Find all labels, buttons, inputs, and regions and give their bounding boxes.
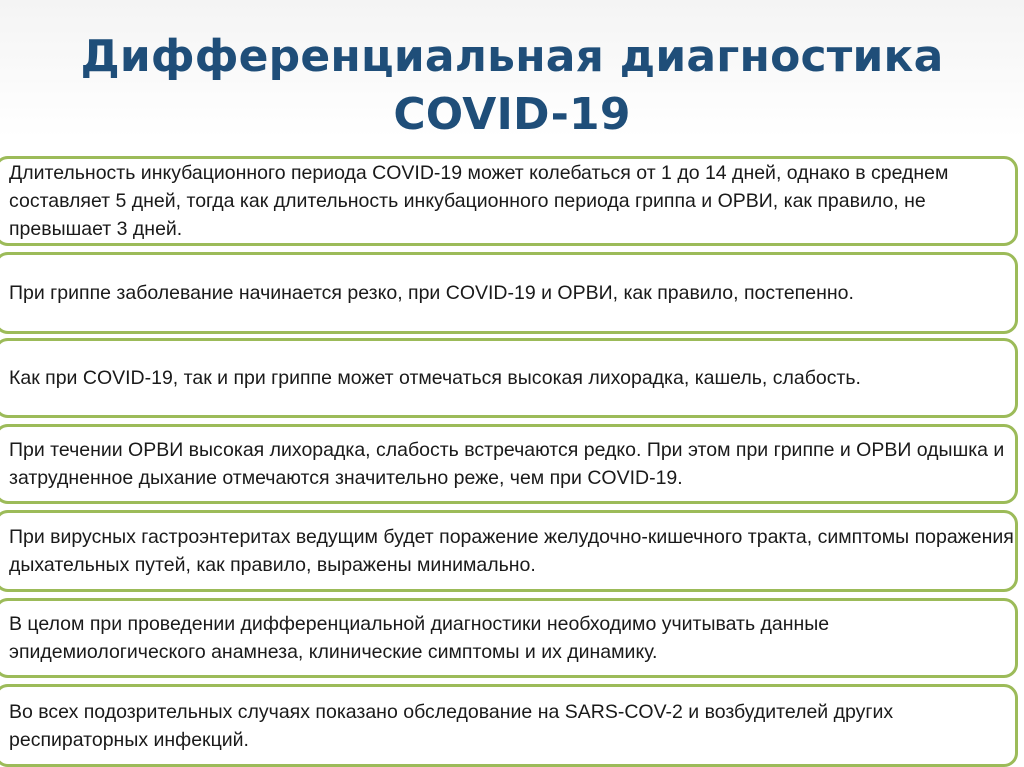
info-card-text: Во всех подозрительных случаях показано обследование на SARS-COV-2 и возбудителей других респираторных инфекций.: [9, 700, 894, 751]
info-card-2: [0, 252, 1018, 334]
slide-title-line-1: Дифференциальная диагностика: [80, 31, 944, 82]
info-card-text: При течении ОРВИ высокая лихорадка, слабость встречаются редко. При этом при гриппе и ОРВИ одышка и затрудненное дыхание отмечаются значительно реже, чем при COVID-19.: [9, 439, 1005, 489]
info-card-5: [0, 510, 1018, 592]
info-card-text: Длительность инкубационного периода COVID-19 может колебаться от 1 до 14 дней, однако в среднем составляет 5 дней, тогда как длительность инкубационного периода гриппа и ОРВИ, как правило, не превышает 3 дней.: [9, 162, 949, 240]
info-card-3: [0, 338, 1018, 418]
slide-title-line-2: COVID-19: [393, 89, 631, 140]
info-card-1: [0, 156, 1018, 246]
slide-title: [0, 28, 1024, 144]
info-card-6: [0, 598, 1018, 678]
info-card-text: В целом при проведении дифференциальной диагностики необходимо учитывать данные эпидемиологического анамнеза, клинические симптомы и их динамику.: [9, 613, 830, 663]
info-card-text: При вирусных гастроэнтеритах ведущим будет поражение желудочно-кишечного тракта, симптомы поражения дыхательных путей, как правило, выражены минимально.: [9, 526, 1014, 576]
info-card-text: При гриппе заболевание начинается резко, при COVID-19 и ОРВИ, как правило, постепенно.: [9, 282, 854, 304]
info-card-7: [0, 684, 1018, 767]
info-card-text: Как при COVID-19, так и при гриппе может отмечаться высокая лихорадка, кашель, слабость.: [9, 367, 861, 389]
info-card-4: [0, 424, 1018, 504]
